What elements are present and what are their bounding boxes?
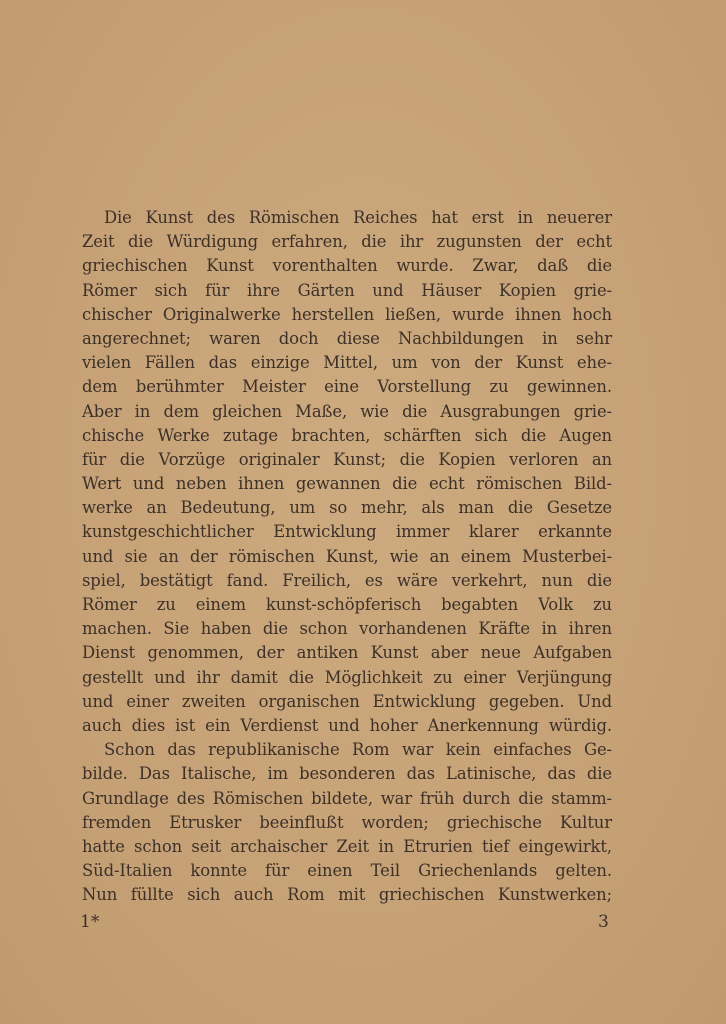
text-line xyxy=(82,690,612,714)
text-line xyxy=(82,714,612,738)
text-line xyxy=(82,327,612,351)
text-line-content: werke an Bedeutung, um so mehr, als man die Gesetze xyxy=(82,498,612,518)
text-line xyxy=(82,375,612,399)
text-line xyxy=(82,448,612,472)
text-line xyxy=(82,424,612,448)
text-line xyxy=(82,883,612,907)
text-line xyxy=(82,666,612,690)
text-line xyxy=(82,254,612,278)
text-line-content: Dienst genommen, der antiken Kunst aber neue Aufgaben xyxy=(82,643,612,663)
text-line-content: Wert und neben ihnen gewannen die echt römischen Bild- xyxy=(82,474,612,494)
text-line-content: Zeit die Würdigung erfahren, die ihr zugunsten der echt xyxy=(82,232,612,252)
text-line-content: Die Kunst des Römischen Reiches hat erst in neuerer xyxy=(104,208,612,227)
text-line xyxy=(82,811,612,835)
text-line-content: für die Vorzüge originaler Kunst; die Kopien verloren an xyxy=(82,449,612,469)
text-line-content: spiel, bestätigt fand. Freilich, es wäre verkehrt, nun die xyxy=(82,570,612,590)
text-line-content: chische Werke zutage brachten, schärften sich die Augen xyxy=(82,425,612,445)
text-line-content: gestellt und ihr damit die Möglichkeit zu einer Verjüngung xyxy=(82,667,612,687)
text-line-content: Schon das republikanische Rom war kein einfaches Ge- xyxy=(104,740,612,760)
text-line-content: kunstgeschichtlicher Entwicklung immer klarer erkannte xyxy=(82,522,612,542)
text-line-content: fremden Etrusker beeinflußt worden; griechische Kultur xyxy=(82,812,612,832)
text-line xyxy=(82,206,612,230)
text-line-content: bilde. Das Italische, im besonderen das Latinische, das die xyxy=(82,764,612,784)
text-line xyxy=(82,835,612,859)
text-line xyxy=(82,303,612,327)
text-line-content: angerechnet; waren doch diese Nachbildungen in sehr xyxy=(82,328,612,348)
text-line xyxy=(82,230,612,254)
text-line-content: Nun füllte sich auch Rom mit griechischen Kunstwerken; xyxy=(82,885,612,905)
page-number: 3 xyxy=(598,912,609,932)
text-line-content: Römer sich für ihre Gärten und Häuser Kopien grie- xyxy=(82,280,612,300)
text-line-content: Aber in dem gleichen Maße, wie die Ausgrabungen grie- xyxy=(82,401,612,421)
text-line-content: auch dies ist ein Verdienst und hoher Anerkennung würdig. xyxy=(82,715,612,735)
text-line-content: dem berühmter Meister eine Vorstellung zu gewinnen. xyxy=(82,377,612,397)
text-line xyxy=(82,859,612,883)
text-line xyxy=(82,279,612,303)
text-line-content: hatte schon seit archaischer Zeit in Etrurien tief eingewirkt, xyxy=(82,836,612,856)
text-line-content: Römer zu einem kunst-schöpferisch begabten Volk zu xyxy=(82,595,612,614)
text-line xyxy=(82,400,612,424)
text-line xyxy=(82,520,612,544)
text-line xyxy=(82,351,612,375)
text-line xyxy=(82,762,612,786)
text-line-content: vielen Fällen das einzige Mittel, um von der Kunst ehe- xyxy=(82,353,612,373)
text-line xyxy=(82,569,612,593)
text-line xyxy=(82,593,612,617)
text-line xyxy=(82,545,612,569)
text-line-content: griechischen Kunst vorenthalten wurde. Zwar, daß die xyxy=(82,256,612,276)
text-line xyxy=(82,738,612,762)
text-line-content: machen. Sie haben die schon vorhandenen Kräfte in ihren xyxy=(82,619,612,639)
text-line xyxy=(82,641,612,665)
text-line-content: und sie an der römischen Kunst, wie an einem Musterbei- xyxy=(82,546,612,566)
body-text xyxy=(82,206,612,907)
text-line xyxy=(82,472,612,496)
text-line-content: Grundlage des Römischen bildete, war früh durch die stamm- xyxy=(82,788,612,808)
text-line xyxy=(82,617,612,641)
text-line-content: Süd-Italien konnte für einen Teil Griechenlands gelten. xyxy=(82,861,612,881)
text-line-content: chischer Originalwerke herstellen ließen, wurde ihnen hoch xyxy=(82,304,612,324)
signature-mark: 1* xyxy=(80,912,100,932)
text-line xyxy=(82,496,612,520)
text-line xyxy=(82,787,612,811)
text-line-content: und einer zweiten organischen Entwicklung gegeben. Und xyxy=(82,691,612,711)
